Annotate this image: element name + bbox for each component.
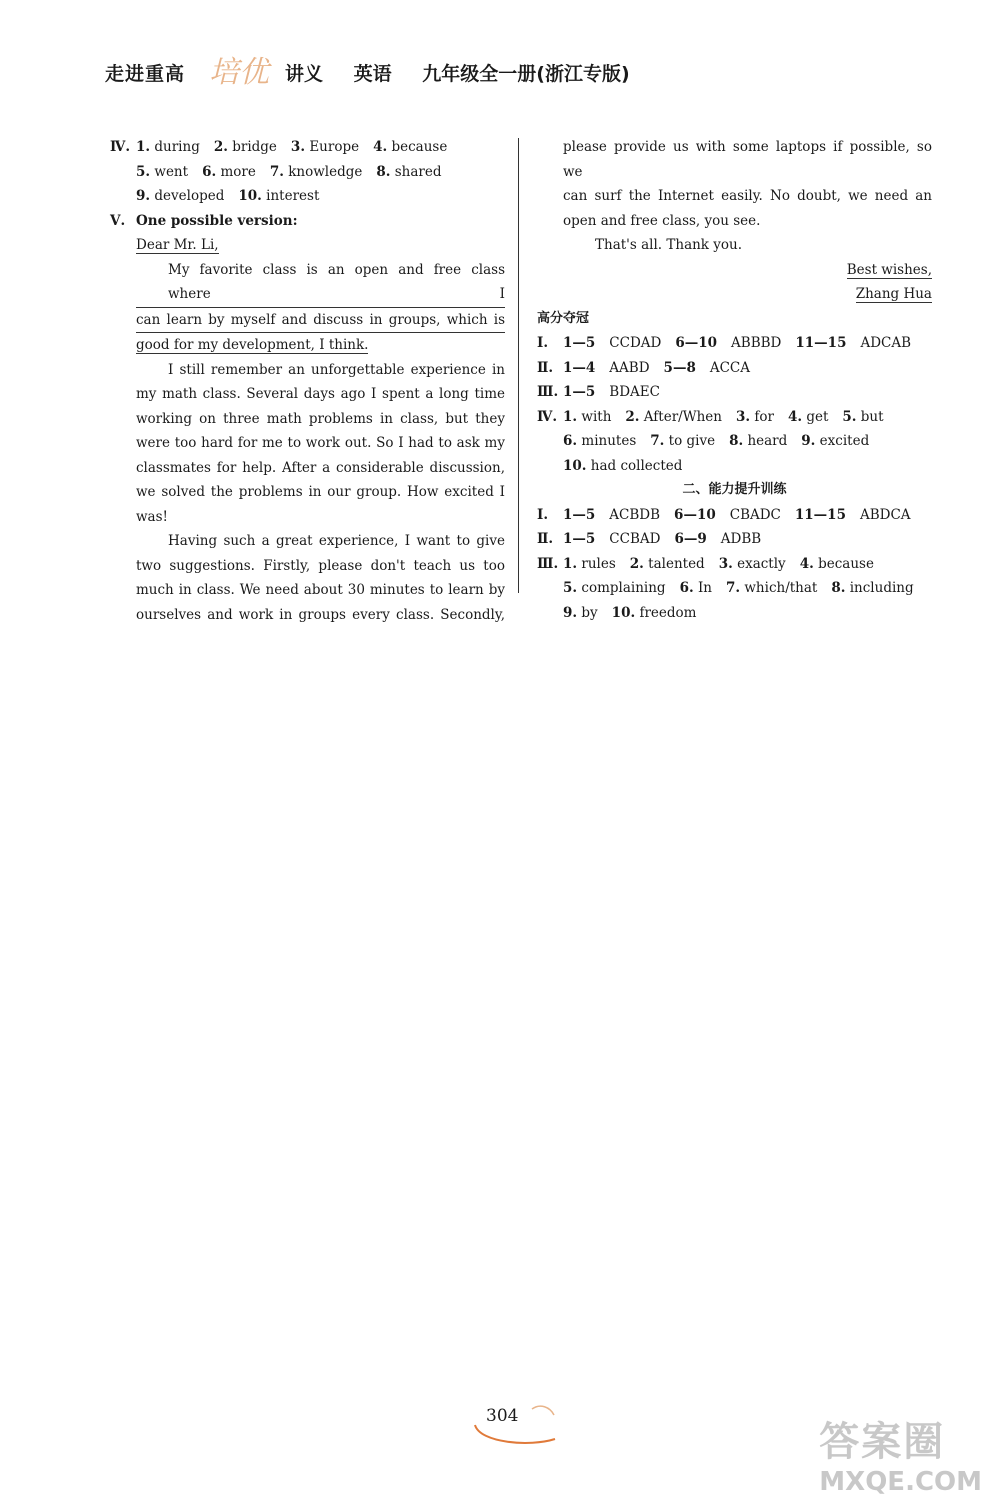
section-numeral: Ⅱ. [537,359,554,376]
section-title: 二、能力提升训练 [682,482,787,497]
header-brand: 走进重高 [105,63,186,85]
paragraph-line: two suggestions. Firstly, please don't teach us too [136,557,505,574]
letter-body [110,233,505,627]
answer-item: 10. freedom [611,604,697,621]
answer-item: 7. which/that [725,580,818,596]
paragraph-line: ourselves and work in groups every class. Secondly, [136,606,505,623]
header-subject: 英语 [353,63,392,85]
page-header [105,55,665,95]
left-column [110,135,505,627]
section-numeral: Ⅰ. [537,335,549,351]
watermark [819,1410,982,1497]
header-grade: 九年级全一册(浙江专版) [422,63,630,85]
answer-item: 1. rules [563,555,616,572]
column-divider [518,138,519,593]
answer-item: 9. by [563,604,598,621]
paragraph-line: my math class. Several days ago I spent a long time [136,386,505,402]
answer-line [537,576,932,601]
answer-item: 6. In [679,580,712,596]
answer-item: 6. more [202,163,256,180]
answer-line [110,135,505,160]
paragraph-line: much in class. We need about 30 minutes to learn by [136,582,505,598]
paragraph-line: good for my development, I think. [136,337,369,353]
answer-item: 8. heard [729,433,788,449]
header-script-logo: 培优 [209,55,269,90]
paragraph-line: was! [136,508,168,525]
answer-item: 10. had collected [563,457,683,474]
answer-item: 4. because [373,139,448,155]
section-numeral: Ⅰ. [537,506,549,523]
section-numeral: Ⅳ. [537,408,558,425]
answer-item: 5. went [136,163,189,180]
answer-item: 5. but [842,408,884,425]
letter-continued [537,135,932,307]
answer-item: 6. minutes [563,433,637,449]
watermark-en: MXQE.COM [819,1467,982,1497]
answer-item: 2. bridge [213,139,277,155]
answer-item: 4. get [787,408,829,425]
header-title-group [285,59,654,86]
section-numeral: Ⅲ. [537,384,559,400]
answer-line: Ⅰ. 1—5 ACBDB 6—10 CBADC 11—15 ABDCA [537,503,932,528]
section-numeral: Ⅳ. [110,139,131,155]
best-wishes: Best wishes, [846,261,932,278]
section-numeral: Ⅲ. [537,555,559,572]
version-label: One possible version: [136,212,298,229]
answer-line [537,552,932,577]
answer-item: 10. interest [238,188,320,204]
right-column [537,135,932,625]
section-title: 高分夺冠 [537,310,590,326]
paragraph-line: classmates for help. After a considerable discussion, [136,459,505,476]
paragraph-line: can surf the Internet easily. No doubt, we need an [563,188,932,204]
answer-item: 4. because [799,555,874,572]
paragraph-line: we solved the problems in our group. How excited I [136,484,505,500]
answer-item: 8. shared [376,163,442,180]
answer-line: Ⅰ. 1—5 CCDAD 6—10 ABBBD 11—15 ADCAB [537,331,932,356]
answer-line [537,454,932,479]
paragraph-line: My favorite class is an open and free class where I [136,258,505,308]
answer-item: 9. developed [136,188,225,204]
answer-item: 7. knowledge [269,163,363,180]
answer-line: Ⅲ. 1—5 BDAEC [537,380,932,405]
answer-item: 2. After/When [625,408,722,425]
header-title: 讲义 [285,63,324,85]
paragraph-line: open and free class, you see. [563,212,761,229]
answer-item: 2. talented [629,555,705,572]
answer-item: 9. excited [801,433,870,449]
answer-item: 8. including [831,580,914,596]
writing-header [110,209,505,234]
answer-line: Ⅱ. 1—5 CCBAD 6—9 ADBB [537,527,932,552]
answer-item: 1. with [563,408,612,425]
answer-line [110,184,505,209]
answer-item: 3. Europe [290,139,360,155]
section-numeral: Ⅴ. [110,212,126,229]
answer-line [110,160,505,185]
answer-line [537,601,932,626]
salutation: Dear Mr. Li, [136,237,219,253]
paragraph-line: Having such a great experience, I want to give [168,533,505,549]
paragraph-line: please provide us with some laptops if possible, so we [563,139,932,180]
signature: Zhang Hua [855,286,932,302]
paragraph-line: were too hard for me to work out. So I had to ask my [136,435,505,451]
closing-line: That's all. Thank you. [595,237,743,253]
answer-line: Ⅱ. 1—4 AABD 5—8 ACCA [537,356,932,381]
paragraph-line: working on three math problems in class, but they [136,410,505,427]
answer-item: 3. exactly [718,555,786,572]
answer-line [537,429,932,454]
answer-line [537,405,932,430]
paragraph-line: I still remember an unforgettable experience in [168,361,505,378]
paragraph-line: can learn by myself and discuss in groups, which is [136,308,505,334]
answer-item: 5. complaining [563,580,666,596]
answer-item: 3. for [735,408,774,425]
section-numeral: Ⅱ. [537,531,554,547]
answer-item: 7. to give [650,433,716,449]
watermark-cn: 答案圈 [819,1419,946,1465]
answer-item: 1. during [136,139,200,155]
page-number: 304 [486,1406,519,1426]
